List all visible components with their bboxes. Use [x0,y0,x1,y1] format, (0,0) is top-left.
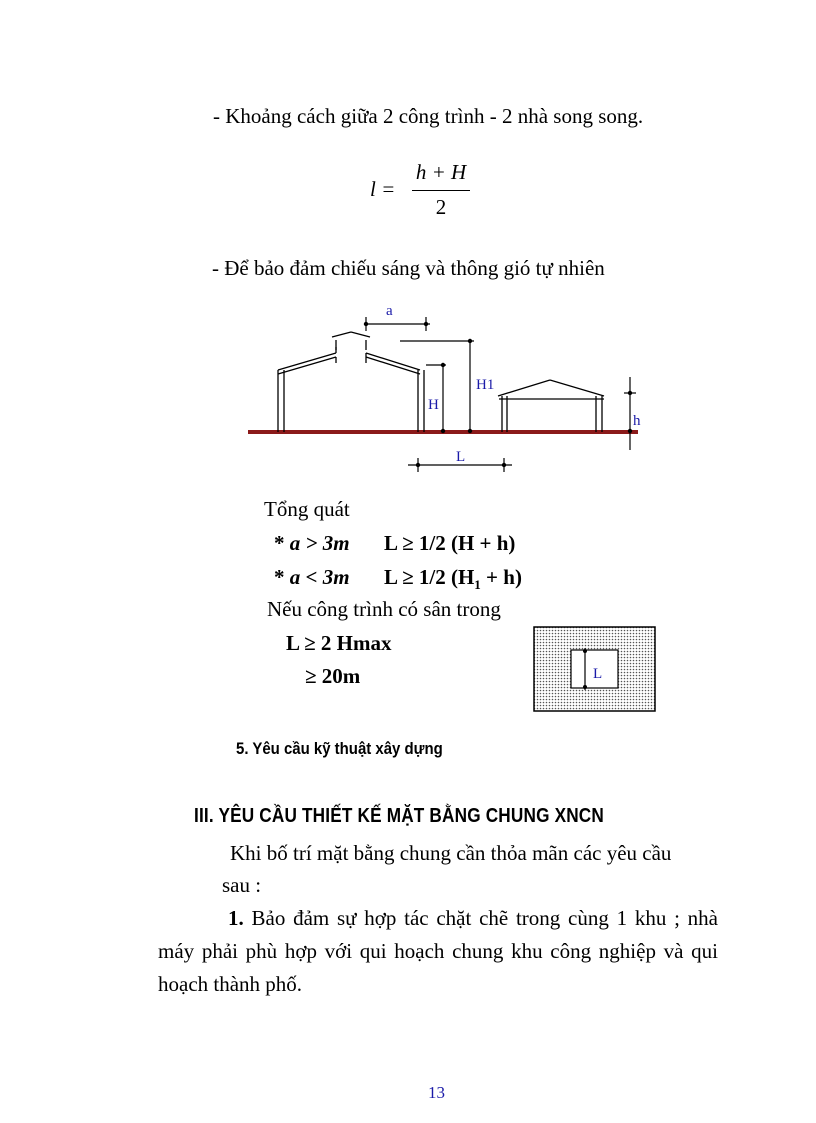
label-H: H [428,397,439,413]
section-3-heading: III. YÊU CẦU THIẾT KẾ MẶT BẰNG CHUNG XNCN [194,805,605,827]
label-h: h [633,413,641,429]
spacing-formula [370,160,480,222]
label-H1: H1 [476,377,495,393]
rule-2-formula-post: + h) [480,565,522,589]
general-heading: Tổng quát [264,497,350,521]
rule-2 [274,565,350,590]
rule-2-condition: a < 3m [289,565,350,589]
courtyard-diagram [533,626,657,713]
rule-1 [274,531,350,556]
courtyard-rule-2: ≥ 20m [305,664,361,688]
rule-2-formula [384,565,522,593]
courtyard-text: Nếu công trình có sân trong [267,597,501,621]
rule-2-star: * [274,565,285,589]
rule-1-star: * [274,531,285,555]
requirement-1 [158,902,718,1001]
formula-lhs: l = [370,177,396,201]
label-L: L [456,449,466,465]
label-a: a [386,303,393,319]
requirements-intro-cont: sau : [222,873,262,897]
dimension-lines [364,317,636,472]
rule-2-subscript: 1 [474,577,481,593]
rule-2-formula-pre: L ≥ 1/2 (H [384,565,475,589]
formula-denominator: 2 [435,195,447,219]
requirements-intro: Khi bố trí mặt bằng chung cần thỏa mãn các yêu cầu [230,841,672,865]
courtyard-rule-1: L ≥ 2 Hmax [286,631,392,655]
rule-1-condition: a > 3m [289,531,350,555]
small-building [498,380,604,432]
formula-numerator: h + H [415,160,467,184]
courtyard-label-L: L [593,666,603,682]
page-number: 13 [428,1083,445,1102]
tall-building [278,332,424,432]
rule-1-formula: L ≥ 1/2 (H + h) [384,531,516,555]
requirement-1-number: 1. [228,906,244,930]
dimension-dots [364,322,632,467]
fraction-bar [412,190,470,191]
requirement-1-text: Bảo đảm sự hợp tác chặt chẽ trong cùng 1 khu ; nhà máy phải phù hợp với qui hoạch chung khu công nghiệp và qui hoạch thành phố. [158,906,718,996]
section-5-heading: 5. Yêu cầu kỹ thuật xây dựng [236,739,443,758]
building-spacing-diagram [240,295,650,480]
lighting-text: - Để bảo đảm chiếu sáng và thông gió tự nhiên [212,256,605,280]
intro-text: - Khoảng cách giữa 2 công trình - 2 nhà song song. [213,104,644,128]
